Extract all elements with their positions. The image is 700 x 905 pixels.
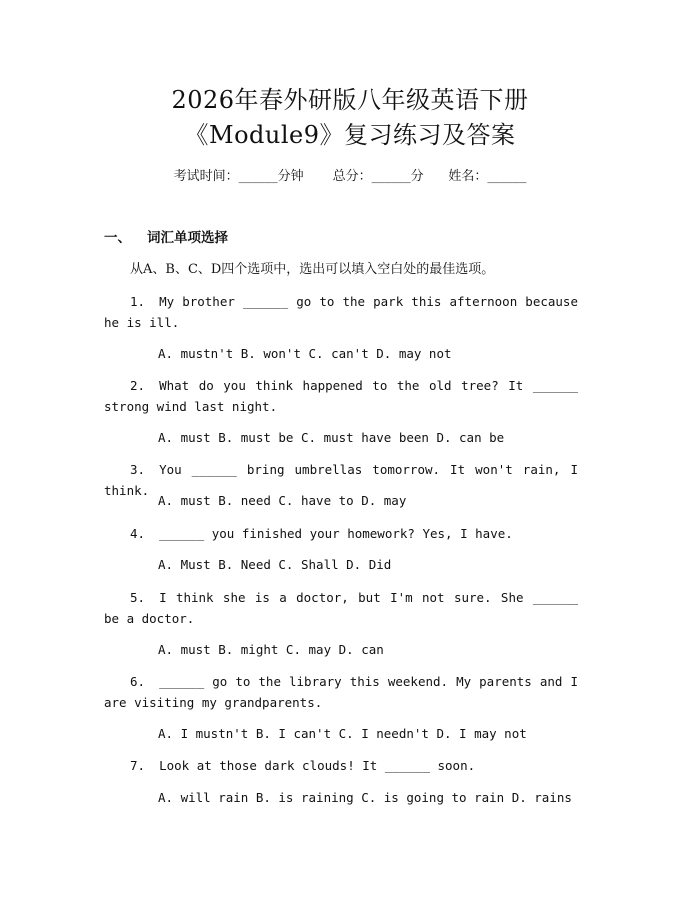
question-number: 7. — [130, 758, 146, 773]
question-6-options: A. I mustn't B. I can't C. I needn't D. I may not — [158, 726, 527, 741]
question-4-options: A. Must B. Need C. Shall D. Did — [158, 557, 392, 572]
section-number: 一、 — [104, 230, 131, 246]
question-number: 4. — [130, 526, 146, 541]
question-text: What do you think happened to the old tree? It ______ strong wind last night. — [104, 378, 578, 414]
section-instruction: 从A、B、C、D四个选项中，选出可以填入空白处的最佳选项。 — [130, 262, 495, 277]
exam-time-field: 考试时间：______分钟 — [173, 169, 304, 184]
exam-name-field: 姓名：______ — [448, 169, 527, 184]
question-4 — [104, 523, 578, 544]
question-number: 1. — [130, 294, 146, 309]
exam-meta-line — [0, 168, 700, 186]
question-text: My brother ______ go to the park this afternoon because he is ill. — [104, 294, 578, 330]
question-7 — [104, 755, 578, 776]
question-2-options: A. must B. must be C. must have been D. can be — [158, 430, 505, 445]
question-2 — [104, 375, 578, 417]
question-number: 6. — [130, 674, 146, 689]
question-7-options: A. will rain B. is raining C. is going to rain D. rains — [158, 790, 572, 805]
question-1-options: A. mustn't B. won't C. can't D. may not — [158, 346, 452, 361]
question-text: You ______ bring umbrellas tomorrow. It won't rain, I think. — [104, 462, 578, 498]
question-number: 2. — [130, 378, 146, 393]
question-5 — [104, 587, 578, 629]
document-title-line2: 《Module9》复习练习及答案 — [184, 121, 516, 149]
question-6 — [104, 671, 578, 713]
question-number: 5. — [130, 590, 146, 605]
question-1 — [104, 291, 578, 333]
question-3-options: A. must B. need C. have to D. may — [158, 493, 407, 508]
question-5-options: A. must B. might C. may D. can — [158, 642, 384, 657]
section-title: 词汇单项选择 — [147, 230, 228, 246]
section-heading — [104, 229, 228, 247]
question-number: 3. — [130, 462, 146, 477]
document-title-line1: 2026年春外研版八年级英语下册 — [171, 86, 529, 114]
question-text: Look at those dark clouds! It ______ soon. — [159, 758, 476, 773]
question-text: I think she is a doctor, but I'm not sure. She ______ be a doctor. — [104, 590, 578, 626]
exam-score-field: 总分：______分 — [332, 169, 424, 184]
question-text: ______ go to the library this weekend. My parents and I are visiting my grandparents. — [104, 674, 578, 710]
question-text: ______ you finished your homework? Yes, I have. — [159, 526, 513, 541]
